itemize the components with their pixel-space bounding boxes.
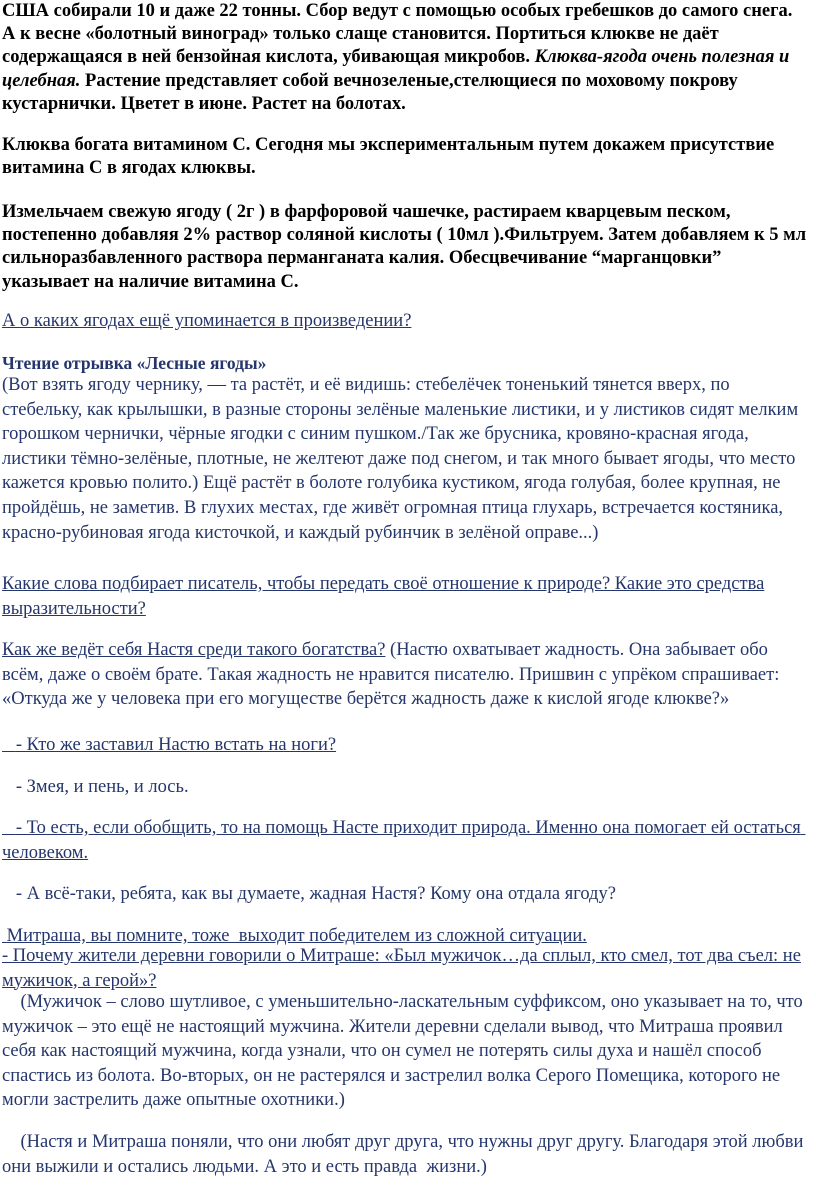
paragraph-text: США собирали 10 и даже 22 тонны. Сбор ведут с помощью особых гребешков до самого снега. А к весне «болотный виноград» только слаще становится. Портиться клюкве не даёт содержащаяся в ней бензойная кислота, убивающая микробов.: [2, 1, 793, 68]
mitrasha-answer: (Мужичок – слово шутливое, с уменьшительно-ласкательным суффиксом, оно указывает на то, что мужичок – это ещё не настоящий мужчина. Жители деревни сделали вывод, что Митраша проявил себя как настоящий мужчина, когда узнали, что он сумел не потерять силы духа и нашёл способ спастись из болота. Во-вторых, он не растерялся и застрелил волка Серого Помещика, которого не могли застрелить даже опытные охотники.): [2, 992, 808, 1111]
paragraph-nastya-greed: [2, 638, 810, 712]
paragraph-text: Растение представляет собой вечнозеленые,стелющиеся по моховому покрову кустарнички. Цветет в июне. Растет на болотах.: [2, 70, 738, 114]
question-nastya: Как же ведёт себя Настя среди такого богатства?: [2, 640, 386, 660]
reading-excerpt: (Вот взять ягоду чернику, — та растёт, и её видишь: стебелёчек тоненький тянется вверх, по стебельку, как крылышки, в разные стороны зелёные маленькие листики, и у листиков сидят мелким горошком чернички, чёрные ягодки с синим пушком./Так же брусника, кровяно-красная ягода, листики тёмно-зелёные, плотные, не желтеют даже под снегом, и так много бывает ягоды, что место кажется кровью полито.) Ещё растёт в болоте голубика кустиком, ягода голубая, более крупная, не пройдёшь, не заметив. В глухих местах, где живёт огромная птица глухарь, встречается костяника, красно-рубиновая ягода кисточкой, и каждый рубинчик в зелёной оправе...): [2, 375, 799, 543]
paragraph-vitamin-c: Клюква богата витамином С. Сегодня мы экспериментальным путем докажем присутствие витамина С в ягодах клюквы.: [2, 135, 775, 179]
dialogue-line-1: - Кто же заставил Настю встать на ноги?: [2, 735, 337, 755]
reading-title: Чтение отрывка «Лесные ягоды»: [2, 353, 267, 373]
italic-phrase: Клюква-ягода очень полезная и целебная.: [2, 47, 790, 91]
mitrasha-intro: Митраша, вы помните, тоже выходит победителем из сложной ситуации.: [2, 926, 587, 946]
closing-paragraph: (Настя и Митраша поняли, что они любят друг друга, что нужны друг другу. Благодаря этой любви они выжили и остались людьми. А это и есть правда жизни.): [2, 1132, 809, 1177]
dialogue-line-4: - А всё-таки, ребята, как вы думаете, жадная Настя? Кому она отдала ягоду?: [2, 884, 616, 904]
paragraph-cranberry-harvest: [2, 0, 810, 116]
paragraph-experiment: Измельчаем свежую ягоду ( 2г ) в фарфоровой чашечке, растираем кварцевым песком, постепенно добавляя 2% раствор соляной кислоты ( 10мл ).Фильтруем. Затем добавляем к 5 мл сильноразбавленного раствора перманганата калия. Обесцвечивание “марганцовки” указывает на наличие витамина С.: [2, 202, 807, 292]
dialogue-line-3: - То есть, если обобщить, то на помощь Насте приходит природа. Именно она помогает ей остаться человеком.: [2, 818, 806, 863]
answer-nastya: (Настю охватывает жадность. Она забывает обо всём, даже о своём брате. Такая жадность не нравится писателю. Пришвин с упрёком спрашивает: «Откуда же у человека при его могуществе берётся жадность даже к кислой ягоде клюкве?»: [2, 640, 780, 710]
question-other-berries: А о каких ягодах ещё упоминается в произведении?: [2, 311, 412, 331]
dialogue-line-2: - Змея, и пень, и лось.: [2, 777, 189, 797]
mitrasha-question: - Почему жители деревни говорили о Митраше: «Был мужичок…да сплыл, кто смел, тот два съел: не мужичок, а герой»?: [2, 946, 801, 991]
question-author-words: Какие слова подбирает писатель, чтобы передать своё отношение к природе? Какие это средства выразительности?: [2, 574, 765, 619]
